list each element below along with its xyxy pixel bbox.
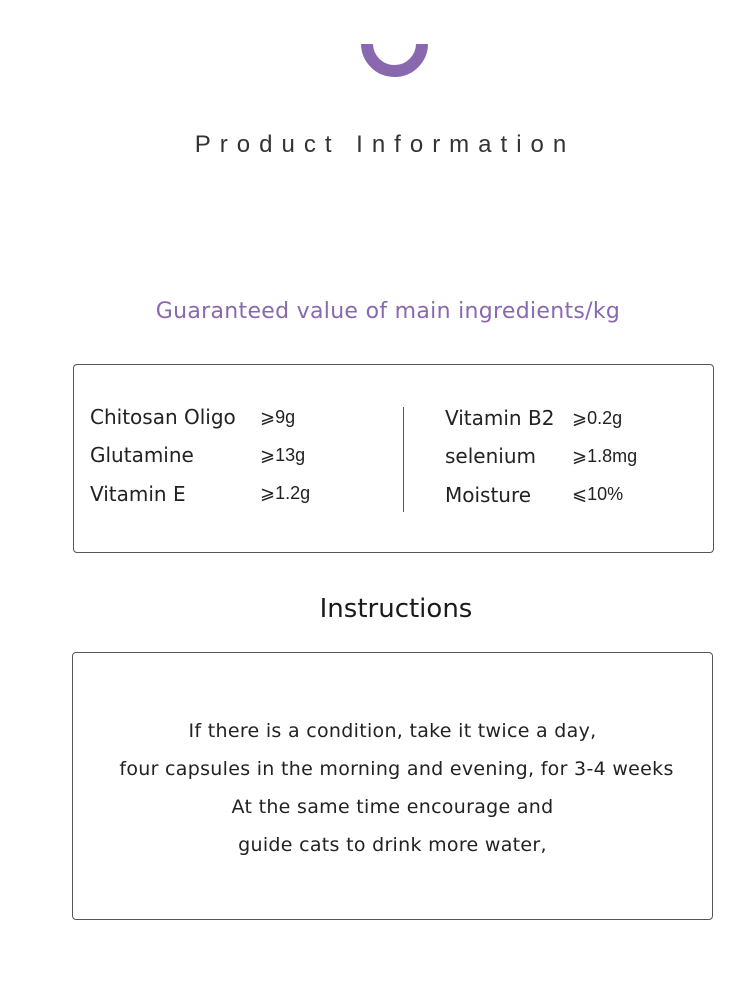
instructions-heading: Instructions [319, 594, 473, 624]
instruction-line: If there is a condition, take it twice a day, [188, 720, 597, 742]
ingredient-name-vitamin-e: Vitamin E [90, 482, 186, 506]
instruction-line: four capsules in the morning and evening, for 3-4 weeks [119, 758, 674, 780]
ingredient-value-vitamin-b2: ⩾0.2g [572, 408, 623, 428]
instructions-box [72, 652, 713, 920]
ingredient-name-glutamine: Glutamine [90, 443, 194, 467]
ingredient-value-glutamine: ⩾13g [260, 445, 306, 465]
ingredient-name-moisture: Moisture [445, 483, 532, 507]
instruction-line: guide cats to drink more water, [238, 834, 547, 856]
ingredient-name-vitamin-b2: Vitamin B2 [445, 406, 555, 430]
half-circle-arc-icon [361, 44, 428, 77]
ingredient-value-selenium: ⩾1.8mg [572, 446, 638, 466]
ingredient-value-moisture: ⩽10% [572, 484, 624, 504]
ingredients-heading: Guaranteed value of main ingredients/kg [155, 299, 621, 324]
ingredient-value-chitosan: ⩾9g [260, 407, 296, 427]
ingredient-name-chitosan: Chitosan Oligo [90, 405, 236, 429]
ingredient-value-vitamin-e: ⩾1.2g [260, 483, 311, 503]
column-divider [403, 407, 404, 512]
ingredient-name-selenium: selenium [445, 444, 536, 468]
instruction-line: At the same time encourage and [231, 796, 554, 818]
page-title: Product Information [194, 131, 576, 158]
